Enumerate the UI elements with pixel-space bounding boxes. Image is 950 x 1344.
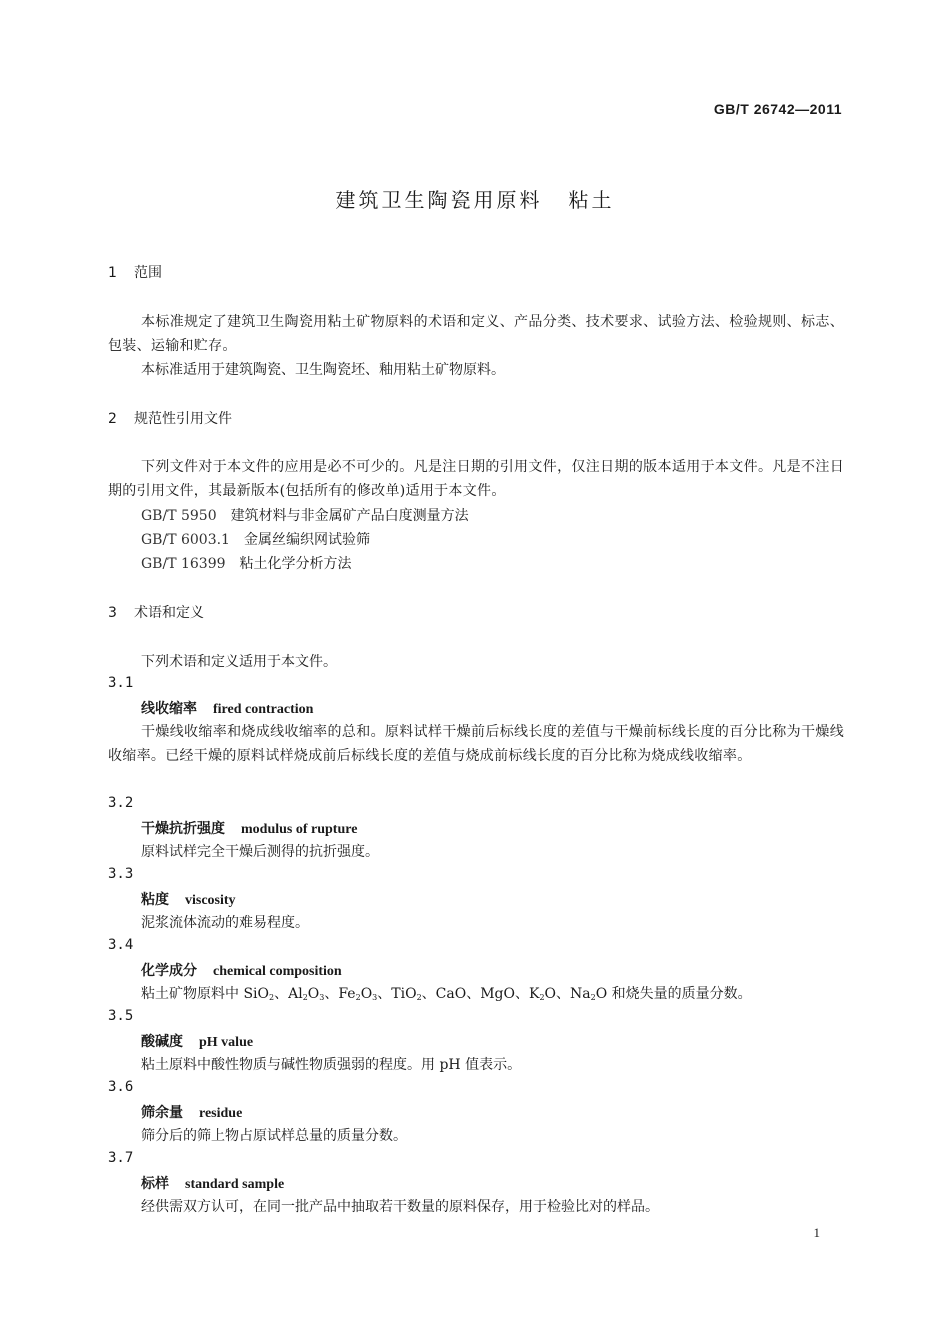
title-part2: 粘土 (568, 188, 615, 212)
reference-code: GB/T 16399 (141, 556, 226, 572)
section-number: 2 (108, 411, 117, 427)
term-definition (141, 982, 752, 1010)
section-heading-3 (108, 602, 204, 622)
terms-intro: 下列术语和定义适用于本文件。 (141, 654, 337, 670)
term-number: 3.7 (108, 1150, 134, 1166)
def-prefix: 粘土矿物原料中 (141, 986, 239, 1002)
section-heading-2 (108, 408, 232, 428)
term-en: modulus of rupture (241, 822, 358, 837)
term-zh: 化学成分 (141, 963, 197, 979)
term-zh: 酸碱度 (141, 1034, 183, 1050)
section-number: 3 (108, 605, 117, 621)
reference-item (141, 553, 352, 573)
chemical-formula: SiO$_2$、$Al_2O_3$、$Fe_2O_3$、TiO$_2$、CaO、MgO、$K_2O$、$Na_2O$ (243, 986, 608, 1002)
term-definition: 干燥线收缩率和烧成线收缩率的总和。原料试样干燥前后标线长度的差值与干燥前标线长度的百分比称为干燥线收缩率。已经干燥的原料试样烧成前后标线长度的差值与烧成前标线长度的百分比称为烧成线收缩率。 (108, 724, 844, 764)
term-number: 3.6 (108, 1079, 134, 1095)
term-heading (141, 818, 357, 838)
term-zh: 筛余量 (141, 1105, 183, 1121)
term-number: 3.5 (108, 1008, 134, 1024)
page-number: 1 (813, 1225, 820, 1240)
section-heading-1 (108, 262, 162, 282)
term-en: fired contraction (213, 702, 314, 717)
reference-title: 金属丝编织网试验筛 (243, 532, 370, 548)
term-en: viscosity (185, 893, 236, 908)
term-zh: 粘度 (141, 892, 169, 908)
reference-code: GB/T 6003.1 (141, 532, 230, 548)
term-number: 3.2 (108, 795, 134, 811)
reference-title: 粘土化学分析方法 (239, 556, 352, 572)
section-title: 规范性引用文件 (134, 411, 232, 427)
term-en: residue (199, 1106, 243, 1121)
term-heading (141, 1031, 253, 1051)
document-title (0, 184, 950, 213)
term-number: 3.4 (108, 937, 134, 953)
term-zh: 干燥抗折强度 (141, 821, 225, 837)
term-en: standard sample (185, 1177, 285, 1192)
section-title: 术语和定义 (134, 605, 204, 621)
term-heading (141, 889, 236, 909)
term-number: 3.3 (108, 866, 134, 882)
term-zh: 线收缩率 (141, 701, 197, 717)
section-title: 范围 (134, 265, 162, 281)
scope-paragraph-1: 本标准规定了建筑卫生陶瓷用粘土矿物原料的术语和定义、产品分类、技术要求、试验方法、检验规则、标志、包装、运输和贮存。 (108, 314, 844, 354)
term-en: pH value (199, 1035, 254, 1050)
term-heading (141, 698, 313, 718)
term-definition: 经供需双方认可，在同一批产品中抽取若干数量的原料保存，用于检验比对的样品。 (141, 1199, 659, 1215)
reference-title: 建筑材料与非金属矿产品白度测量方法 (230, 508, 469, 524)
term-heading (141, 1102, 242, 1122)
term-heading (141, 1173, 284, 1193)
term-en: chemical composition (213, 964, 342, 979)
scope-paragraph-2: 本标准适用于建筑陶瓷、卫生陶瓷坯、釉用粘土矿物原料。 (141, 362, 505, 378)
def-suffix: 和烧失量的质量分数。 (611, 986, 752, 1002)
term-definition: 粘土原料中酸性物质与碱性物质强弱的程度。用 pH 值表示。 (141, 1057, 522, 1073)
standard-number: GB/T 26742—2011 (713, 101, 842, 117)
reference-code: GB/T 5950 (141, 508, 217, 524)
term-heading (141, 960, 342, 980)
section-number: 1 (108, 265, 117, 281)
references-intro: 下列文件对于本文件的应用是必不可少的。凡是注日期的引用文件，仅注日期的版本适用于本文件。凡是不注日期的引用文件，其最新版本(包括所有的修改单)适用于本文件。 (108, 459, 844, 499)
term-definition: 筛分后的筛上物占原试样总量的质量分数。 (141, 1128, 407, 1144)
reference-item (141, 529, 370, 549)
reference-item (141, 505, 469, 525)
term-definition: 原料试样完全干燥后测得的抗折强度。 (141, 844, 379, 860)
term-definition: 泥浆流体流动的难易程度。 (141, 915, 309, 931)
title-part1: 建筑卫生陶瓷用原料 (335, 188, 543, 212)
term-zh: 标样 (141, 1176, 169, 1192)
term-number: 3.1 (108, 675, 134, 691)
